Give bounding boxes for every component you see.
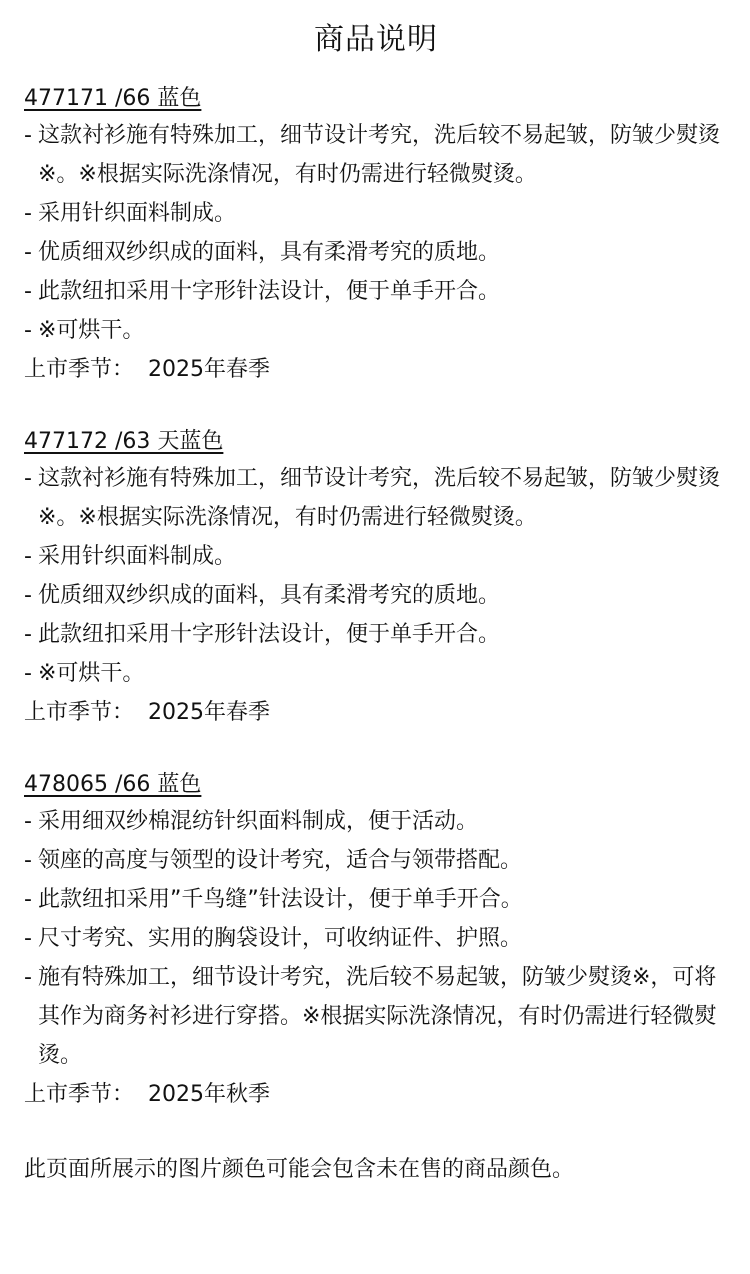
season-label: 上市季节： — [24, 700, 135, 725]
season-value: 2025年春季 — [148, 700, 271, 725]
feature-item: - 采用针织面料制成。 — [24, 537, 728, 576]
release-season — [24, 1075, 728, 1114]
feature-item: - 此款纽扣采用十字形针法设计，便于单手开合。 — [24, 615, 728, 654]
feature-item: - 优质细双纱织成的面料，具有柔滑考究的质地。 — [24, 233, 728, 272]
feature-item: - ※可烘干。 — [24, 654, 728, 693]
product-code: 477171 /66 蓝色 — [24, 86, 202, 111]
feature-item: - 此款纽扣采用十字形针法设计，便于单手开合。 — [24, 272, 728, 311]
feature-item: - 这款衬衫施有特殊加工，细节设计考究，洗后较不易起皱，防皱少熨烫※。※根据实际洗涤情况，有时仍需进行轻微熨烫。 — [24, 116, 728, 194]
color-disclaimer: 此页面所展示的图片颜色可能会包含未在售的商品颜色。 — [24, 1157, 575, 1182]
feature-item: - 优质细双纱织成的面料，具有柔滑考究的质地。 — [24, 576, 728, 615]
feature-list — [24, 802, 728, 1075]
feature-list — [24, 459, 728, 693]
feature-item: - 采用针织面料制成。 — [24, 194, 728, 233]
product-block — [24, 768, 728, 1114]
product-block — [24, 82, 728, 389]
product-code: 477172 /63 天蓝色 — [24, 429, 224, 454]
release-season — [24, 350, 728, 389]
feature-item: - 尺寸考究、实用的胸袋设计，可收纳证件、护照。 — [24, 919, 728, 958]
season-label: 上市季节： — [24, 1082, 135, 1107]
feature-list — [24, 116, 728, 350]
product-block — [24, 425, 728, 732]
feature-item: - 领座的高度与领型的设计考究，适合与领带搭配。 — [24, 841, 728, 880]
product-code: 478065 /66 蓝色 — [24, 772, 202, 797]
feature-item: - 施有特殊加工，细节设计考究，洗后较不易起皱，防皱少熨烫※，可将其作为商务衬衫进行穿搭。※根据实际洗涤情况，有时仍需进行轻微熨烫。 — [24, 958, 728, 1075]
feature-item: - 此款纽扣采用”千鸟缝”针法设计，便于单手开合。 — [24, 880, 728, 919]
release-season — [24, 693, 728, 732]
feature-item: - ※可烘干。 — [24, 311, 728, 350]
page-title: 商品说明 — [314, 22, 438, 57]
season-value: 2025年秋季 — [148, 1082, 271, 1107]
season-value: 2025年春季 — [148, 357, 271, 382]
feature-item: - 这款衬衫施有特殊加工，细节设计考究，洗后较不易起皱，防皱少熨烫※。※根据实际洗涤情况，有时仍需进行轻微熨烫。 — [24, 459, 728, 537]
season-label: 上市季节： — [24, 357, 135, 382]
feature-item: - 采用细双纱棉混纺针织面料制成，便于活动。 — [24, 802, 728, 841]
